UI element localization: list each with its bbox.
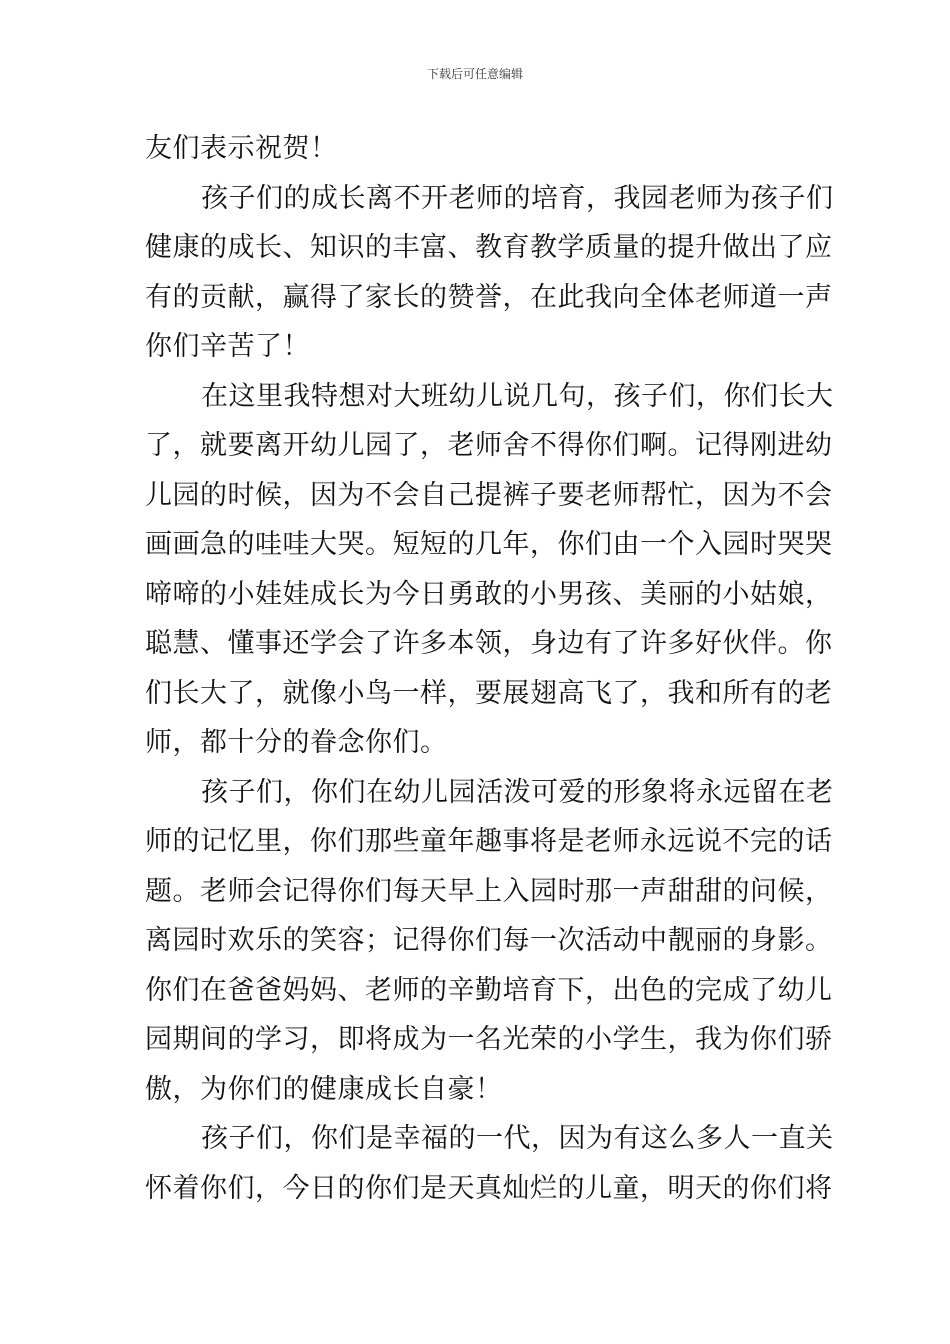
text-line: 孩子们，你们在幼儿园活泼可爱的形象将永远留在老: [201, 776, 834, 808]
text-line: 有的贡献，赢得了家长的赞誉，在此我向全体老师道一声: [145, 281, 833, 313]
text-line: 你们辛苦了！: [145, 331, 310, 362]
text-line: 离园时欢乐的笑容；记得你们每一次活动中靓丽的身影。: [145, 925, 833, 956]
text-line: 傲，为你们的健康成长自豪！: [145, 1073, 503, 1105]
text-line: 师，都十分的眷念你们。: [145, 727, 448, 758]
text-line: 画画急的哇哇大哭。短短的几年，你们由一个入园时哭哭: [145, 529, 833, 560]
text-line: 友们表示祝贺！: [145, 133, 338, 164]
text-line: 了，就要离开幼儿园了，老师舍不得你们啊。记得刚进幼: [145, 430, 833, 461]
text-line: 怀着你们，今日的你们是天真灿烂的儿童，明天的你们将: [145, 1172, 833, 1204]
text-line: 你们在爸爸妈妈、老师的辛勤培育下，出色的完成了幼儿: [145, 974, 833, 1006]
page-header: 下载后可任意编辑: [426, 67, 523, 81]
text-line: 师的记忆里，你们那些童年趣事将是老师永远说不完的话: [145, 826, 833, 857]
text-line: 聪慧、懂事还学会了许多本领，身边有了许多好伙伴。你: [145, 628, 833, 659]
text-line: 在这里我特想对大班幼儿说几句，孩子们，你们长大: [201, 380, 834, 412]
text-line: 儿园的时候，因为不会自己提裤子要老师帮忙，因为不会: [145, 479, 833, 511]
text-line: 孩子们，你们是幸福的一代，因为有这么多人一直关: [201, 1123, 834, 1154]
text-line: 题。老师会记得你们每天早上入园时那一声甜甜的问候，: [145, 875, 833, 907]
text-line: 孩子们的成长离不开老师的培育，我园老师为孩子们: [201, 182, 834, 214]
text-line: 园期间的学习，即将成为一名光荣的小学生，我为你们骄: [145, 1024, 833, 1055]
document-body: [145, 124, 834, 1213]
text-line: 健康的成长、知识的丰富、教育教学质量的提升做出了应: [145, 232, 833, 263]
text-line: 啼啼的小娃娃成长为今日勇敢的小男孩、美丽的小姑娘，: [145, 578, 833, 610]
text-line: 们长大了，就像小鸟一样，要展翅高飞了，我和所有的老: [145, 677, 833, 709]
